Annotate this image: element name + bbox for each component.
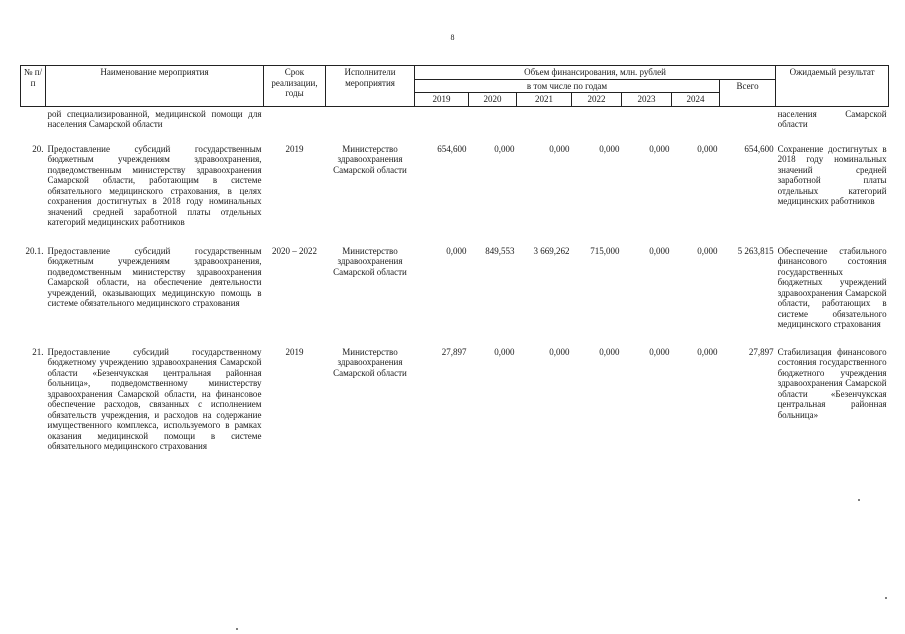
row-value-2024: 0,000	[697, 143, 718, 154]
header-year: 2022	[572, 93, 622, 107]
row-value-2019: 654,600	[437, 143, 467, 154]
financing-table	[20, 65, 889, 452]
row-result: Обеспечение стабильного финансового состояния государственных бюджетных учреждений здравоохранения Самарской области, работающих в системе обязательного медицинского страхования	[777, 245, 887, 329]
scan-speck	[885, 597, 887, 599]
row-term: 2019	[285, 143, 304, 154]
row-executor: Министерство здравоохранения Самарской области	[333, 143, 407, 175]
row-value-2019: 27,897	[441, 346, 467, 357]
row-value-2022: 0,000	[599, 346, 620, 357]
header-year: 2020	[469, 93, 517, 107]
table-row	[21, 144, 889, 246]
row-value-2022: 715,000	[590, 245, 620, 256]
header-year: 2019	[415, 93, 469, 107]
page-number: 8	[450, 33, 455, 42]
row-name: Предоставление субсидий государственным бюджетным учреждениям здравоохранения, подведомственным министерству здравоохранения Самарской области, на обеспечение деятельности учреждений, оказывающих медицинскую помощь в системе обязательного медицинского страхования	[47, 245, 262, 308]
row-number: 21.	[32, 346, 44, 357]
row-value-2019: 0,000	[446, 245, 467, 256]
row-term: 2020 – 2022	[272, 245, 317, 256]
header-total: Всего	[720, 79, 776, 106]
row-value-2020: 0,000	[494, 143, 515, 154]
row-value-2021: 0,000	[549, 346, 570, 357]
header-executor: Исполнители мероприятия	[326, 66, 415, 107]
header-year: 2024	[672, 93, 720, 107]
carryover-name: рой специализированной, медицинской помощи для населения Самарской области	[47, 108, 262, 129]
row-executor: Министерство здравоохранения Самарской области	[333, 346, 407, 378]
row-executor: Министерство здравоохранения Самарской области	[333, 245, 407, 277]
row-value-2024: 0,000	[697, 245, 718, 256]
row-number: 20.1.	[25, 245, 44, 256]
row-value-2020: 0,000	[494, 346, 515, 357]
row-name: Предоставление субсидий государственному бюджетному учреждению здравоохранения Самарской области «Безенчукская центральная районная больница», подведомственному министерству здравоохранения Самарской области, на финансовое обеспечение расходов, связанных с исполнением обязательств учреждения, и расходов на содержание имущественного комплекса, используемого в рамках оказания медицинской помощи в системе обязательного медицинского страхования	[47, 346, 262, 451]
table-row	[21, 246, 889, 347]
carryover-row	[21, 106, 889, 144]
table-row	[21, 347, 889, 452]
header-term: Срок реализации, годы	[264, 66, 326, 107]
carryover-result: населения Самарской области	[777, 108, 887, 129]
header-year: 2023	[622, 93, 672, 107]
header-result: Ожидаемый результат	[776, 66, 889, 107]
row-total: 654,600	[744, 143, 774, 154]
row-term: 2019	[285, 346, 304, 357]
row-value-2023: 0,000	[649, 346, 670, 357]
scan-speck	[858, 499, 860, 501]
row-value-2022: 0,000	[599, 143, 620, 154]
header-year: 2021	[517, 93, 572, 107]
header-financing: Объем финансирования, млн. рублей	[415, 66, 776, 80]
row-name: Предоставление субсидий государственным бюджетным учреждениям здравоохранения, подведомственным министерству здравоохранения Самарской области, работающим в системе обязательного медицинского страхования, в целях сохранения достигнутых в 2018 году номинальных значений средней заработной платы отдельных категорий медицинских работников	[47, 143, 262, 227]
row-result: Стабилизация финансового состояния государственного бюджетного учреждения здравоохранения Самарской области «Безенчукская центральная районная больница»	[777, 346, 887, 420]
row-value-2024: 0,000	[697, 346, 718, 357]
row-result: Сохранение достигнутых в 2018 году номинальных значений средней заработной платы отдельных категорий медицинских работников	[777, 143, 887, 206]
row-total: 5 263,815	[737, 245, 774, 256]
scan-speck	[236, 628, 238, 630]
row-value-2021: 0,000	[549, 143, 570, 154]
row-value-2023: 0,000	[649, 143, 670, 154]
header-num: № п/п	[21, 66, 46, 107]
header-by-years: в том числе по годам	[415, 79, 720, 93]
row-number: 20.	[32, 143, 44, 154]
row-value-2020: 849,553	[485, 245, 515, 256]
row-total: 27,897	[748, 346, 774, 357]
row-value-2023: 0,000	[649, 245, 670, 256]
row-value-2021: 3 669,262	[533, 245, 570, 256]
header-name: Наименование мероприятия	[46, 66, 264, 107]
